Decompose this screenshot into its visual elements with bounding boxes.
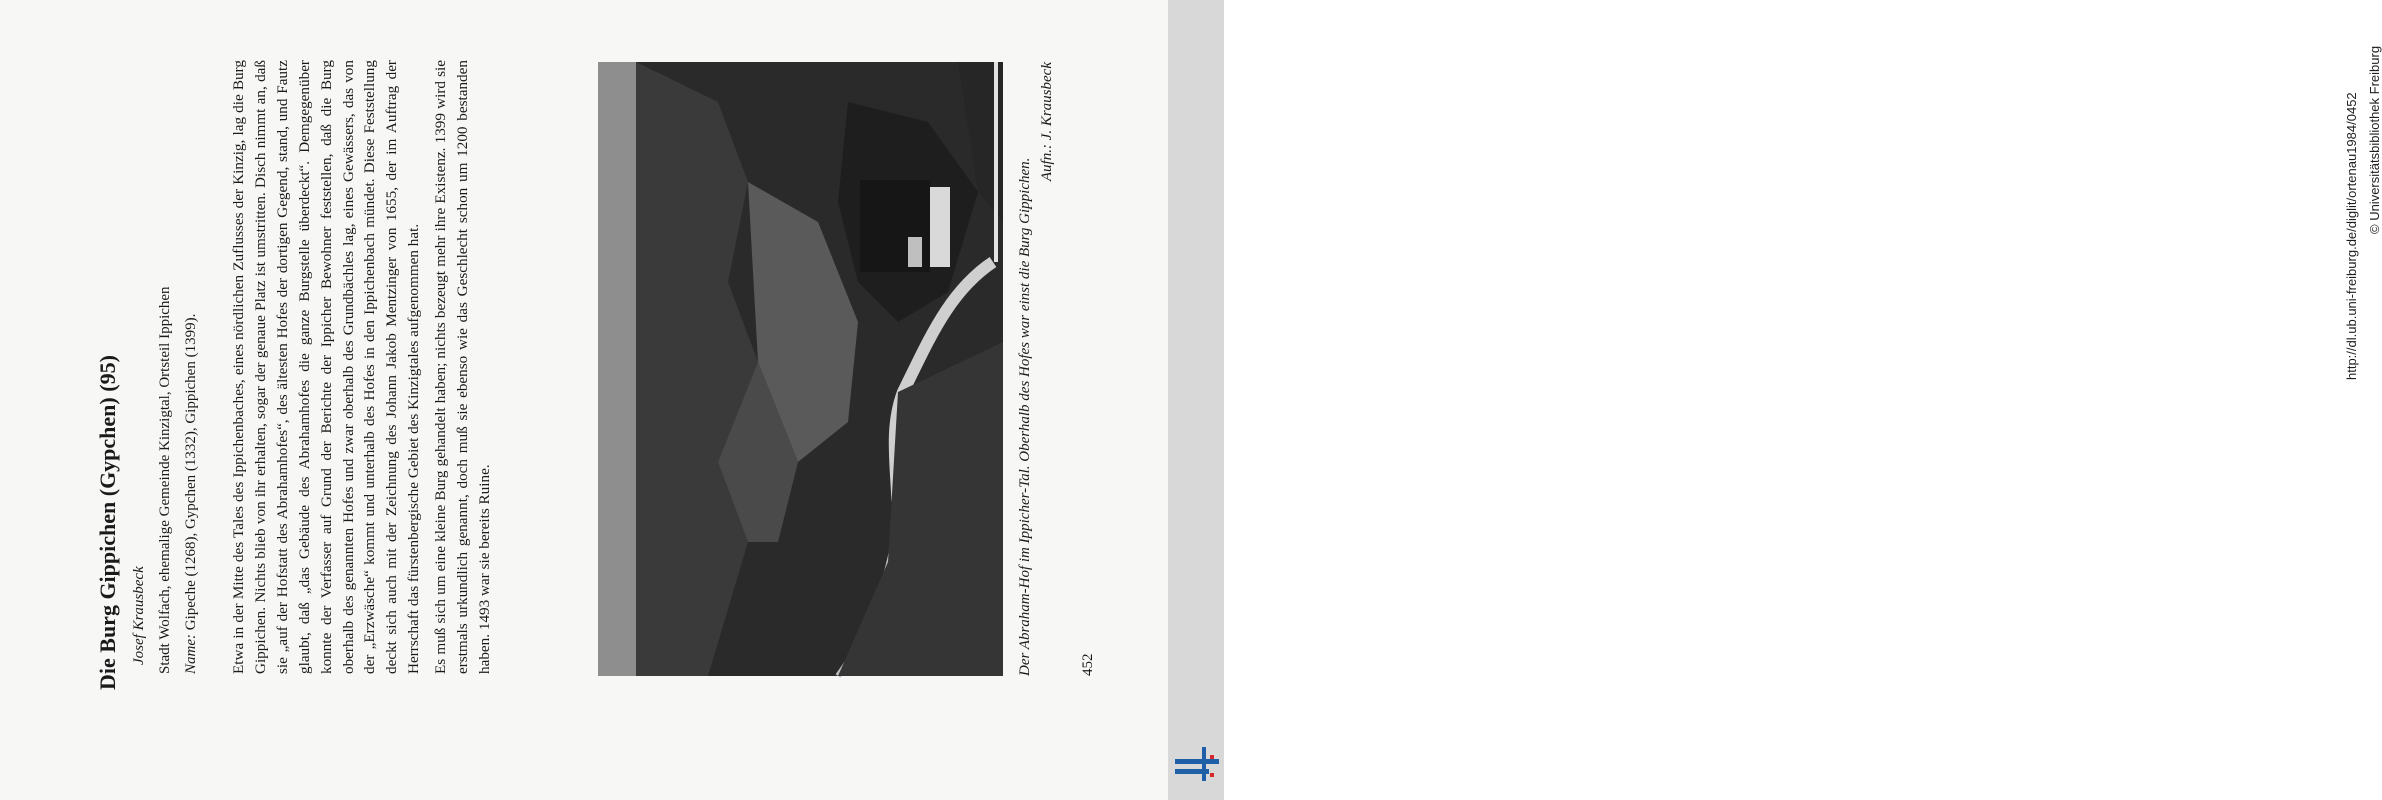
caption-text: Der Abraham-Hof im Ippicher-Tal. Oberhalb des Hofes war einst die Burg Gippichen. [1017,157,1033,676]
article-author: Josef Krausbeck [131,566,147,665]
scanned-page [0,0,1168,800]
library-logo-icon [1175,747,1219,781]
article-names [183,114,200,674]
photo-caption [1014,62,1058,676]
landscape-photo [598,62,1003,676]
library-sidebar [1168,0,2382,800]
article-location: Stadt Wolfach, ehemalige Gemeinde Kinzigtal, Ortsteil Ippichen [157,286,173,674]
page-number: 452 [1080,653,1096,676]
article-body [228,60,496,674]
names-list: Gipeche (1268), Gypchen (1332), Gippichen (1399). [183,313,199,634]
paragraph-2: Es muß sich um eine kleine Burg gehandelt haben; nichts bezeugt mehr ihre Existenz. 1399 wird sie erstmals urkundlich genannt, doch muß sie ebenso wie das Geschlecht schon um 1200 bestanden haben. 1493 war sie bereits Ruine. [432,60,493,674]
photo-credit: Aufn.: J. Krausbeck [1039,62,1055,182]
paragraph-1: Etwa in der Mitte des Tales des Ippichenbaches, eines nördlichen Zuflusses der Kinzig, lag die Burg Gippichen. Nichts blieb von ihr erhalten, sogar der genaue Platz ist umstritten. Disch nimmt an, daß sie „auf der Hofstatt des Abrahamhofes“, des ältesten Hofes der dortigen Gegend, stand, und Fautz glaubt, daß „das Gebäude des Abrahamhofes die ganze Burgstelle überdeckt“. Demgegenüber konnte der Verfasser auf Grund der Berichte der Ippicher Bewohner feststellen, daß die Burg oberhalb des genannten Hofes und zwar oberhalb des Grundbächles lag, eines Gewässers, das von der „Erzwäsche“ kommt und unterhalb des Hofes in den Ippichenbach mündet. Diese Feststellung deckt sich auch mit der Zeichnung des Johann Jakob Mentzinger von 1655, der im Auftrag der Herrschaft das fürstenbergische Gebiet des Kinzigtales aufgenommen hat. [230,60,423,674]
names-label: Name: [183,634,199,674]
document-url-link[interactable]: http://dl.ub.uni-freiburg.de/diglit/ortenau1984/0452 [2344,92,2359,380]
article-title: Die Burg Gippichen (Gypchen) (95) [95,355,120,690]
copyright-notice: © Universitätsbibliothek Freiburg [2367,45,2382,234]
